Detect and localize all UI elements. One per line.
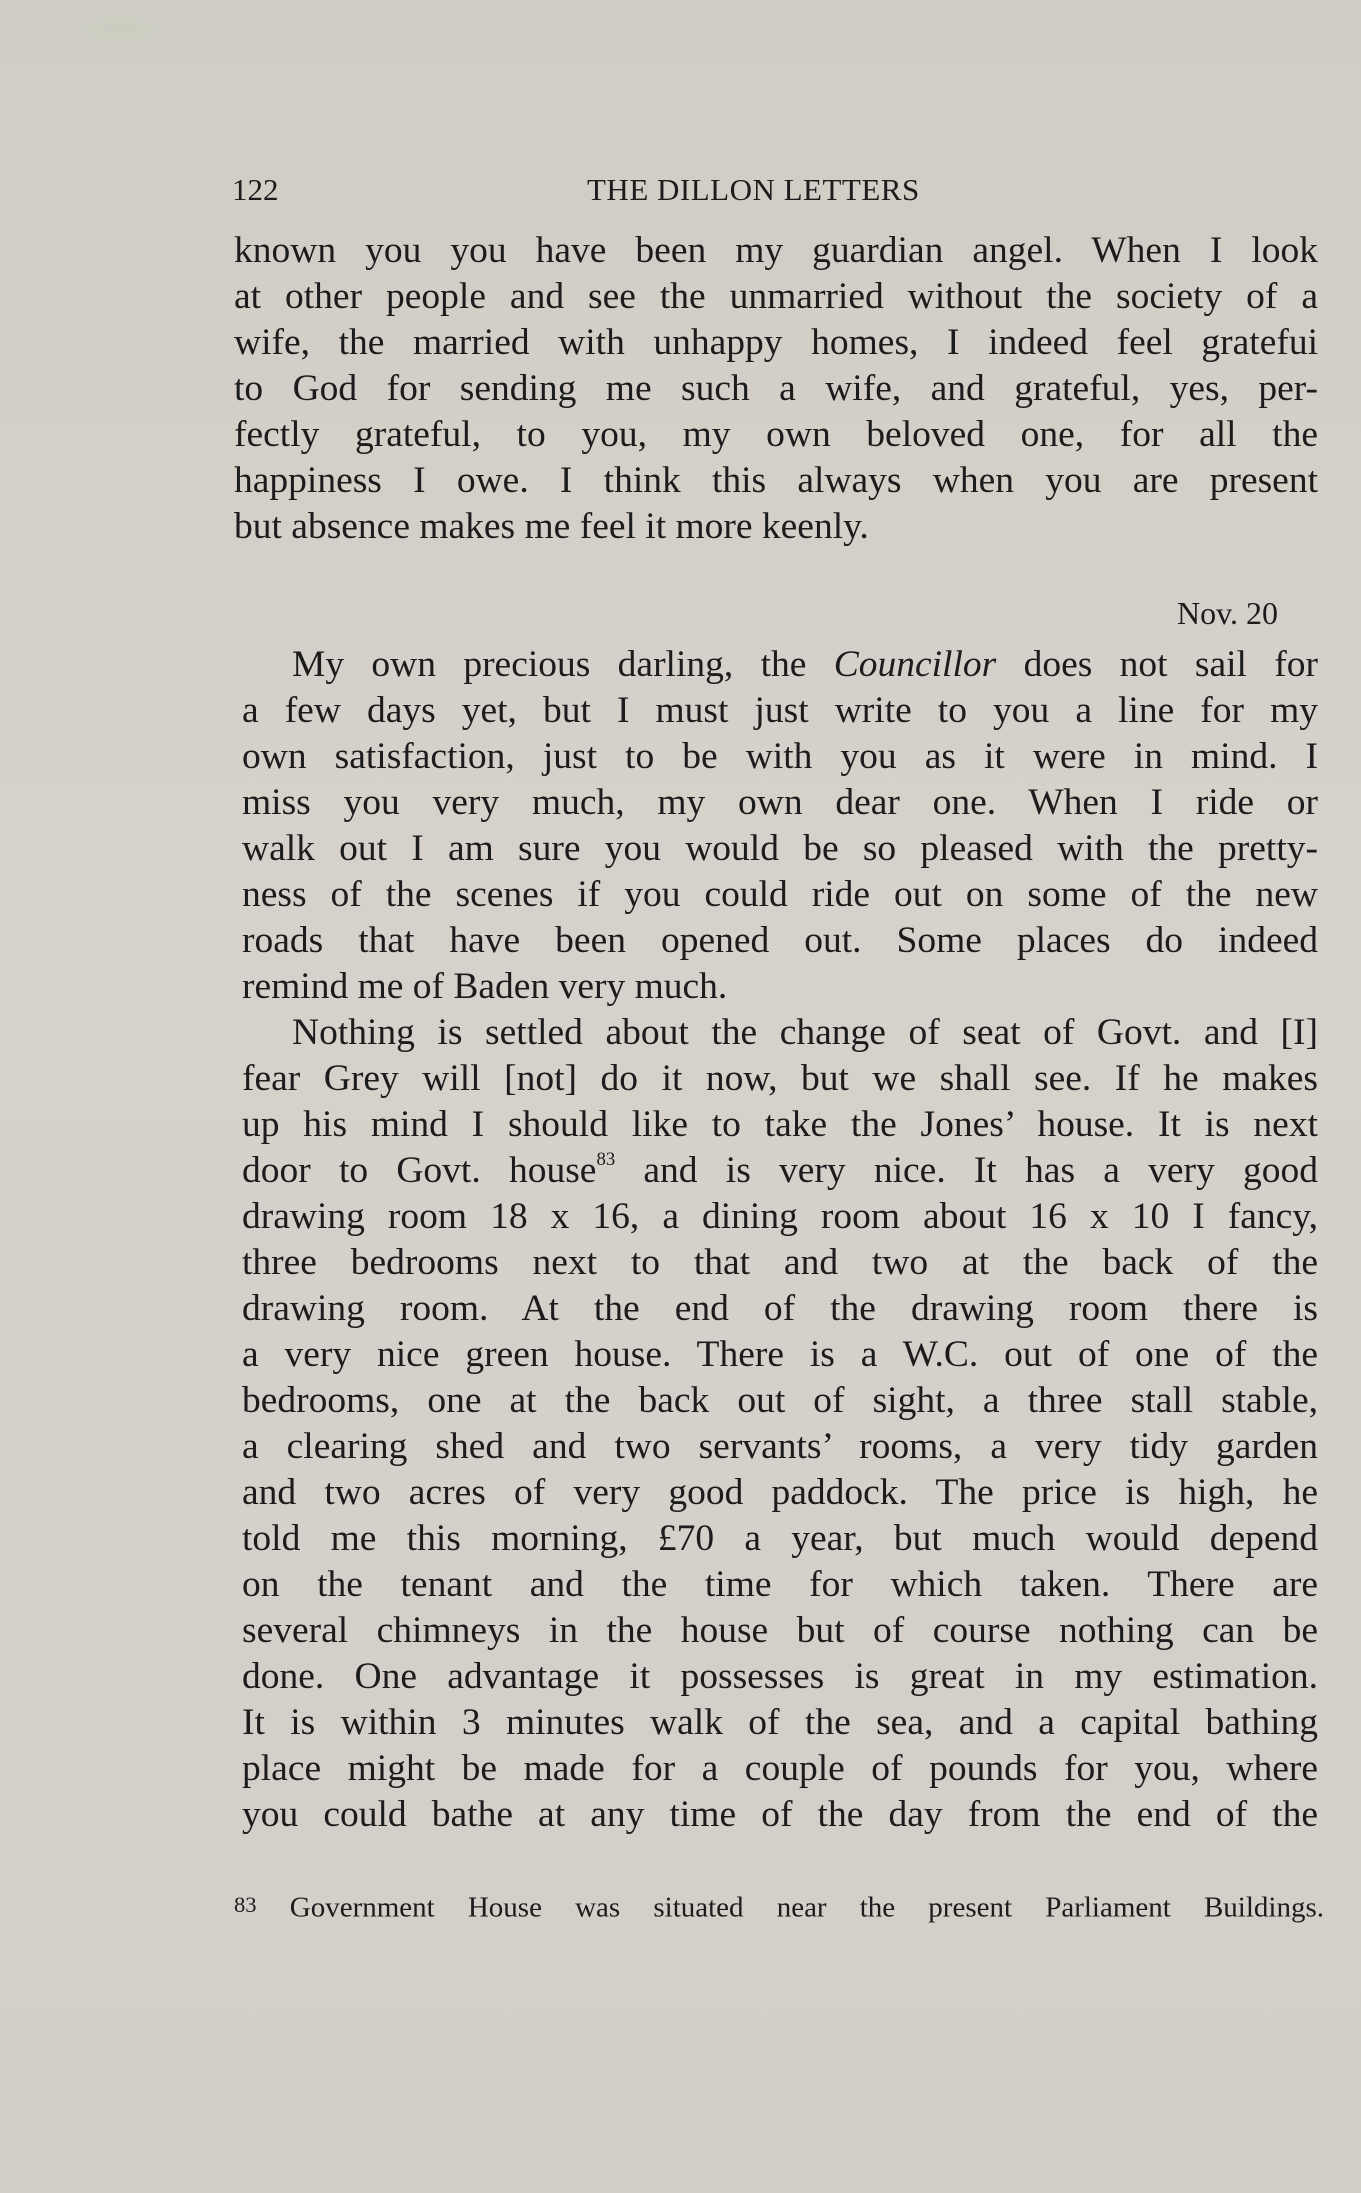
text-line: to God for sending me such a wife, and grateful, yes, per- xyxy=(234,368,1318,409)
text-line: told me this morning, £70 a year, but much would depend xyxy=(242,1518,1318,1559)
text-line: a very nice green house. There is a W.C. out of one of the xyxy=(242,1334,1318,1375)
text-line: bedrooms, one at the back out of sight, a three stall stable, xyxy=(242,1380,1318,1421)
text-line: remind me of Baden very much. xyxy=(242,966,728,1007)
text-line: ness of the scenes if you could ride out on some of the new xyxy=(242,874,1318,915)
text-line: roads that have been opened out. Some places do indeed xyxy=(242,920,1318,961)
text-segment: My own precious darling, the xyxy=(292,644,834,685)
text-line: you could bathe at any time of the day from the end of the xyxy=(242,1794,1318,1835)
text-line: several chimneys in the house but of course nothing can be xyxy=(242,1610,1318,1651)
text-line: fear Grey will [not] do it now, but we shall see. If he makes xyxy=(242,1058,1318,1099)
text-line xyxy=(242,642,1318,688)
text-line: up his mind I should like to take the Jones’ house. It is next xyxy=(242,1104,1318,1145)
text-line: place might be made for a couple of pounds for you, where xyxy=(242,1748,1318,1789)
text-line: drawing room 18 x 16, a dining room about 16 x 10 I fancy, xyxy=(242,1196,1318,1237)
text-line: a clearing shed and two servants’ rooms, a very tidy garden xyxy=(242,1426,1318,1467)
paragraph-2 xyxy=(242,642,1318,1010)
text-line: wife, the married with unhappy homes, I indeed feel gratefui xyxy=(234,322,1318,363)
text-line: a few days yet, but I must just write to you a line for my xyxy=(242,690,1318,731)
footnote-reference[interactable]: 83 xyxy=(596,1149,616,1171)
page-stain xyxy=(40,0,200,60)
text-line: happiness I owe. I think this always when you are present xyxy=(234,460,1318,501)
footnote-marker: 83 xyxy=(234,1892,257,1917)
text-line: done. One advantage it possesses is great in my estimation. xyxy=(242,1656,1318,1697)
text-segment: door to Govt. house xyxy=(242,1150,597,1191)
paragraph-3 xyxy=(242,1010,1318,1838)
page-header xyxy=(232,172,1322,212)
text-line: It is within 3 minutes walk of the sea, and a capital bathing xyxy=(242,1702,1318,1743)
text-segment: does not sail for xyxy=(996,644,1318,685)
text-line: drawing room. At the end of the drawing room there is xyxy=(242,1288,1318,1329)
text-line: miss you very much, my own dear one. When I ride or xyxy=(242,782,1318,823)
text-segment: and is very nice. It has a very good xyxy=(615,1150,1318,1191)
letter-date: Nov. 20 xyxy=(1176,595,1278,631)
text-line: own satisfaction, just to be with you as it were in mind. I xyxy=(242,736,1318,777)
text-line xyxy=(242,1148,1318,1194)
text-line: walk out I am sure you would be so pleased with the pretty- xyxy=(242,828,1318,869)
footnote xyxy=(234,1885,1324,1928)
text-line: fectly grateful, to you, my own beloved one, for all the xyxy=(234,414,1318,455)
text-line: Nothing is settled about the change of seat of Govt. and [I] xyxy=(292,1012,1318,1053)
text-line: at other people and see the unmarried without the society of a xyxy=(234,276,1318,317)
running-title: THE DILLON LETTERS xyxy=(587,172,920,207)
text-line: but absence makes me feel it more keenly. xyxy=(234,506,869,547)
paragraph-1 xyxy=(234,228,1318,550)
text-line: and two acres of very good paddock. The price is high, he xyxy=(242,1472,1318,1513)
text-line: three bedrooms next to that and two at the back of the xyxy=(242,1242,1318,1283)
text-line: on the tenant and the time for which taken. There are xyxy=(242,1564,1318,1605)
body-text xyxy=(234,228,1318,1838)
text-line: known you you have been my guardian angel. When I look xyxy=(234,230,1318,271)
ship-name: Councillor xyxy=(833,644,997,685)
footnote-text: Government House was situated near the present Parliament Buildings. xyxy=(289,1891,1325,1924)
page-number: 122 xyxy=(232,172,279,207)
